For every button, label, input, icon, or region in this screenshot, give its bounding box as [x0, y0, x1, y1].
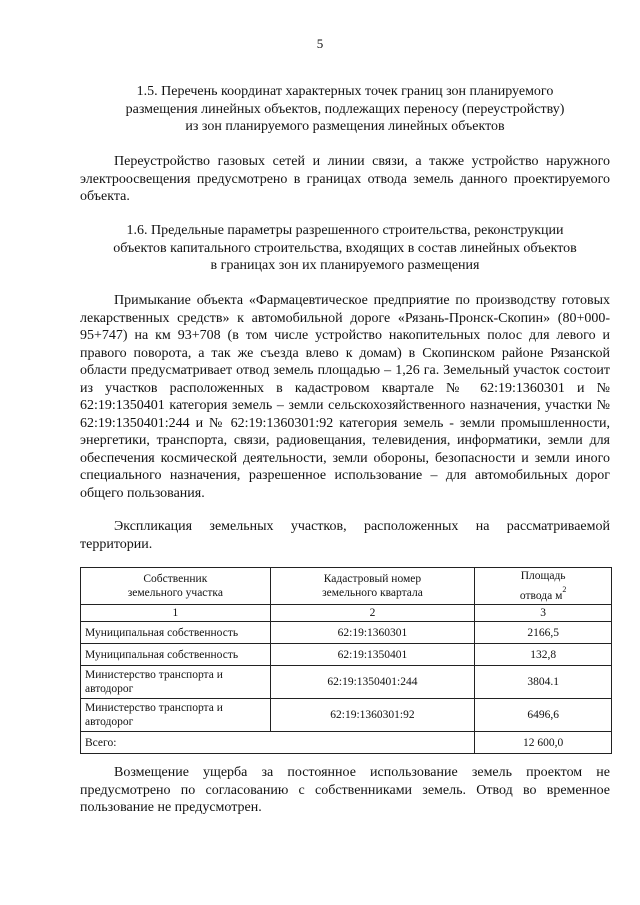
column-number: 2 — [270, 605, 475, 622]
owner-cell: Муниципальная собственность — [81, 644, 271, 666]
header-owner-line: Собственник — [143, 573, 208, 585]
explication-paragraph: Экспликация земельных участков, расположенных на рассматриваемой территории. — [80, 519, 610, 552]
section-1-6-paragraph: Примыкание объекта «Фармацевтическое предприятие по производству готовых лекарственных средств» к автомобильной дороге «Рязань-Пронск-Скопин» (80+000- 95+747) на км 93+708 (в том числе устройство накопительных полос для левого и правого поворота, а так же съезда влево к домам) в Скопинском районе Рязанской области предусматривает отвод земель площадью – 1,26 га. Земельный участок состоит из участков расположенных в кадастровом квартале № 62:19:1360301 и № 62:19:1350401 категория земель – земли сельскохозяйственного назначения, участки № 62:19:1350401:244 и № 62:19:1360301:92 категория земель - земли промышленности, энергетики, транспорта, связи, радиовещания, телевидения, информатики, земли для обеспечения космической деятельности, земли обороны, безопасности и земли иного специального назначения, разрешенное использование – для автомобильных дорог общего пользования. — [80, 293, 610, 501]
cadastral-cell: 62:19:1360301 — [270, 622, 475, 644]
land-plots-table — [80, 567, 612, 754]
total-label: Всего: — [81, 732, 475, 754]
table-row — [81, 622, 612, 644]
section-1-5-heading-line: 1.5. Перечень координат характерных точек границ зон планируемого — [136, 84, 554, 99]
owner-cell: Муниципальная собственность — [81, 622, 271, 644]
area-cell: 6496,6 — [475, 699, 612, 732]
table-row — [81, 699, 612, 732]
closing-paragraph: Возмещение ущерба за постоянное использование земель проектом не предусмотрено по согласованию с собственниками земель. Отвод во временное пользование не предусмотрен. — [80, 765, 610, 815]
owner-cell: Министерство транспорта и автодорог — [81, 666, 271, 699]
header-cadastral-line: Кадастровый номер — [323, 573, 422, 585]
header-area — [475, 568, 612, 605]
cadastral-cell: 62:19:1350401:244 — [270, 666, 475, 699]
header-area-line: отвода м — [519, 590, 563, 602]
section-1-6-heading-line: в границах зон их планируемого размещения — [210, 258, 480, 273]
table-row — [81, 666, 612, 699]
section-1-5-heading-line: из зон планируемого размещения линейных объектов — [185, 119, 505, 134]
table-total-row — [81, 732, 612, 754]
header-owner — [81, 568, 271, 605]
area-cell: 132,8 — [475, 644, 612, 666]
header-cadastral — [270, 568, 475, 605]
column-number-row — [81, 605, 612, 622]
table-header-row — [81, 568, 612, 605]
column-number: 3 — [475, 605, 612, 622]
header-area-line: Площадь — [520, 570, 566, 582]
cadastral-cell: 62:19:1350401 — [270, 644, 475, 666]
area-cell: 2166,5 — [475, 622, 612, 644]
section-1-6-heading-line: объектов капитального строительства, входящих в состав линейных объектов — [113, 240, 577, 256]
owner-cell: Министерство транспорта и автодорог — [81, 699, 271, 732]
header-owner-line: земельного участка — [127, 587, 223, 599]
section-1-5-heading — [80, 83, 610, 136]
area-cell: 3804.1 — [475, 666, 612, 699]
column-number: 1 — [81, 605, 271, 622]
total-value: 12 600,0 — [475, 732, 612, 754]
header-cadastral-line: земельного квартала — [322, 587, 423, 599]
table-row — [81, 644, 612, 666]
section-1-6-heading-line: 1.6. Предельные параметры разрешенного строительства, реконструкции — [126, 223, 564, 238]
header-area-superscript: 2 — [562, 585, 567, 594]
section-1-5-heading-line: размещения линейных объектов, подлежащих переносу (переустройству) — [125, 101, 565, 117]
cadastral-cell: 62:19:1360301:92 — [270, 699, 475, 732]
page-number: 5 — [316, 36, 324, 51]
section-1-6-heading — [80, 222, 610, 275]
section-1-5-paragraph: Переустройство газовых сетей и линии связи, а также устройство наружного электроосвещения предусмотрено в границах отвода земель данного проектируемого объекта. — [80, 154, 610, 204]
